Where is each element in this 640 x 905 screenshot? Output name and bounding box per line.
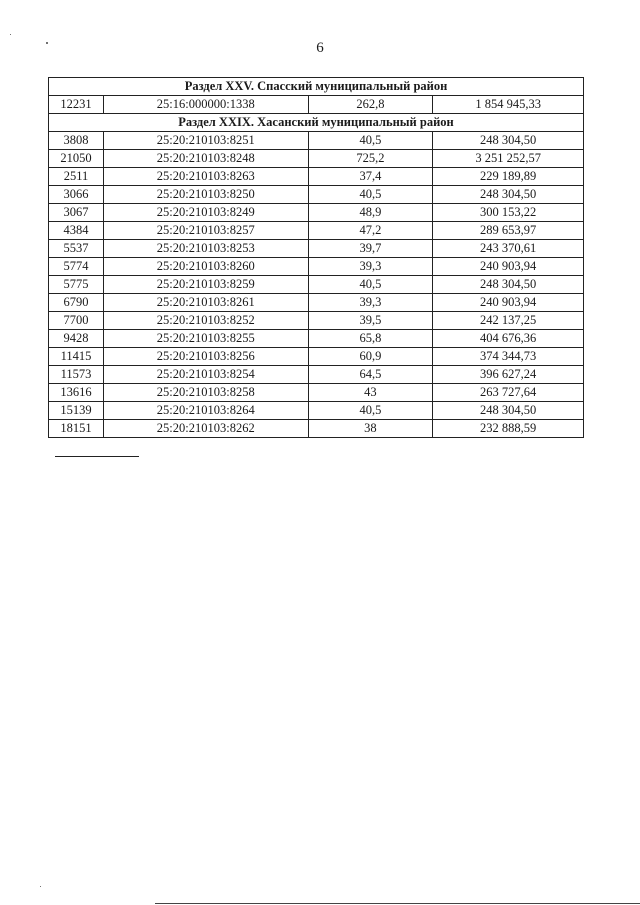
page-number: 6 <box>316 40 324 56</box>
table-row <box>49 204 584 222</box>
table-row <box>49 96 584 114</box>
cadastral-number-cell: 25:16:000000:1338 <box>103 96 308 114</box>
table-row <box>49 366 584 384</box>
price-cell: 243 370,61 <box>433 240 584 258</box>
price-cell: 263 727,64 <box>433 384 584 402</box>
scan-speck <box>10 34 11 35</box>
object-id-cell: 11415 <box>49 348 104 366</box>
section-header-row <box>49 114 584 132</box>
object-id-cell: 11573 <box>49 366 104 384</box>
table-row <box>49 240 584 258</box>
area-cell: 40,5 <box>308 276 433 294</box>
object-id-cell: 6790 <box>49 294 104 312</box>
cadastral-number-cell: 25:20:210103:8250 <box>103 186 308 204</box>
area-cell: 37,4 <box>308 168 433 186</box>
price-cell: 229 189,89 <box>433 168 584 186</box>
area-cell: 39,3 <box>308 258 433 276</box>
object-id-cell: 5775 <box>49 276 104 294</box>
cadastral-number-cell: 25:20:210103:8253 <box>103 240 308 258</box>
price-cell: 248 304,50 <box>433 186 584 204</box>
price-cell: 248 304,50 <box>433 132 584 150</box>
object-id-cell: 13616 <box>49 384 104 402</box>
price-cell: 242 137,25 <box>433 312 584 330</box>
object-id-cell: 15139 <box>49 402 104 420</box>
object-id-cell: 3066 <box>49 186 104 204</box>
table-row <box>49 402 584 420</box>
object-id-cell: 3067 <box>49 204 104 222</box>
section-title: Раздел XXV. Спасский муниципальный район <box>49 78 584 96</box>
cadastral-number-cell: 25:20:210103:8264 <box>103 402 308 420</box>
area-cell: 65,8 <box>308 330 433 348</box>
section-title: Раздел XXIX. Хасанский муниципальный район <box>49 114 584 132</box>
area-cell: 47,2 <box>308 222 433 240</box>
table-row <box>49 420 584 438</box>
area-cell: 40,5 <box>308 402 433 420</box>
object-id-cell: 2511 <box>49 168 104 186</box>
area-cell: 40,5 <box>308 132 433 150</box>
table-row <box>49 132 584 150</box>
cadastral-number-cell: 25:20:210103:8256 <box>103 348 308 366</box>
property-table <box>48 77 584 438</box>
table-row <box>49 150 584 168</box>
object-id-cell: 5537 <box>49 240 104 258</box>
price-cell: 374 344,73 <box>433 348 584 366</box>
table-row <box>49 258 584 276</box>
cadastral-number-cell: 25:20:210103:8252 <box>103 312 308 330</box>
cadastral-number-cell: 25:20:210103:8255 <box>103 330 308 348</box>
area-cell: 43 <box>308 384 433 402</box>
area-cell: 39,5 <box>308 312 433 330</box>
price-cell: 240 903,94 <box>433 294 584 312</box>
area-cell: 39,7 <box>308 240 433 258</box>
price-cell: 232 888,59 <box>433 420 584 438</box>
table-row <box>49 294 584 312</box>
table-row <box>49 222 584 240</box>
cadastral-number-cell: 25:20:210103:8261 <box>103 294 308 312</box>
bottom-edge-line <box>155 903 640 904</box>
price-cell: 240 903,94 <box>433 258 584 276</box>
object-id-cell: 9428 <box>49 330 104 348</box>
price-cell: 248 304,50 <box>433 402 584 420</box>
property-table-body <box>49 78 584 438</box>
area-cell: 64,5 <box>308 366 433 384</box>
scan-speck <box>40 886 41 887</box>
object-id-cell: 21050 <box>49 150 104 168</box>
table-row <box>49 330 584 348</box>
cadastral-number-cell: 25:20:210103:8254 <box>103 366 308 384</box>
scan-speck <box>46 42 48 44</box>
cadastral-number-cell: 25:20:210103:8258 <box>103 384 308 402</box>
area-cell: 60,9 <box>308 348 433 366</box>
price-cell: 300 153,22 <box>433 204 584 222</box>
object-id-cell: 3808 <box>49 132 104 150</box>
price-cell: 396 627,24 <box>433 366 584 384</box>
table-row <box>49 186 584 204</box>
object-id-cell: 18151 <box>49 420 104 438</box>
cadastral-number-cell: 25:20:210103:8262 <box>103 420 308 438</box>
object-id-cell: 5774 <box>49 258 104 276</box>
area-cell: 725,2 <box>308 150 433 168</box>
table-row <box>49 312 584 330</box>
cadastral-number-cell: 25:20:210103:8251 <box>103 132 308 150</box>
cadastral-number-cell: 25:20:210103:8249 <box>103 204 308 222</box>
object-id-cell: 12231 <box>49 96 104 114</box>
cadastral-number-cell: 25:20:210103:8248 <box>103 150 308 168</box>
price-cell: 248 304,50 <box>433 276 584 294</box>
price-cell: 404 676,36 <box>433 330 584 348</box>
cadastral-number-cell: 25:20:210103:8263 <box>103 168 308 186</box>
table-row <box>49 348 584 366</box>
section-header-row <box>49 78 584 96</box>
cadastral-number-cell: 25:20:210103:8260 <box>103 258 308 276</box>
footnote-separator <box>55 456 139 457</box>
table-row <box>49 276 584 294</box>
price-cell: 3 251 252,57 <box>433 150 584 168</box>
table-row <box>49 168 584 186</box>
cadastral-number-cell: 25:20:210103:8259 <box>103 276 308 294</box>
area-cell: 48,9 <box>308 204 433 222</box>
area-cell: 40,5 <box>308 186 433 204</box>
object-id-cell: 4384 <box>49 222 104 240</box>
object-id-cell: 7700 <box>49 312 104 330</box>
cadastral-number-cell: 25:20:210103:8257 <box>103 222 308 240</box>
area-cell: 39,3 <box>308 294 433 312</box>
table-row <box>49 384 584 402</box>
area-cell: 262,8 <box>308 96 433 114</box>
price-cell: 289 653,97 <box>433 222 584 240</box>
price-cell: 1 854 945,33 <box>433 96 584 114</box>
area-cell: 38 <box>308 420 433 438</box>
